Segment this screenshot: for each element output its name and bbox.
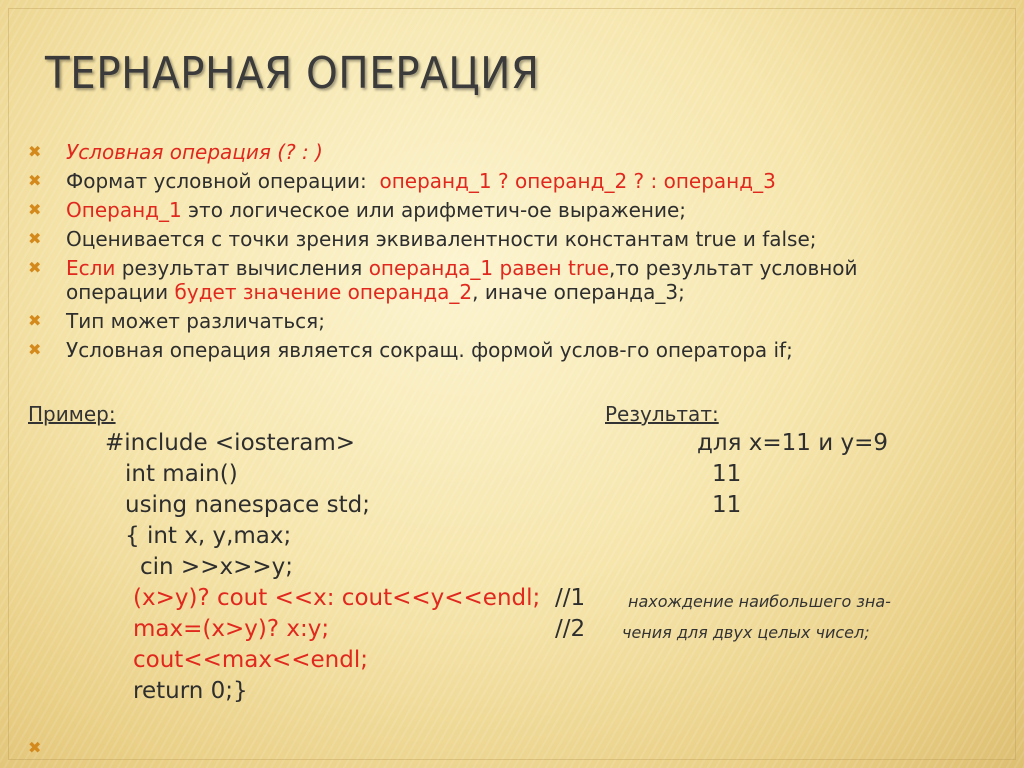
bullet-text: Оценивается с точки зрения эквивалентности константам true и false; [66, 227, 817, 251]
bullet-text: Формат условной операции: [66, 169, 367, 193]
bullet-text: это логическое или арифметич-ое выражение; [181, 198, 687, 222]
bullet-text: Тип может различаться; [66, 309, 325, 333]
bullet-highlight: Если [66, 256, 116, 280]
code-line: return 0;} [133, 678, 248, 704]
bullet-item [28, 140, 928, 164]
x-bullet-icon: ✖ [28, 142, 42, 161]
bullet-text: , иначе операнда_3; [472, 280, 685, 304]
code-line: using nanespace std; [125, 492, 370, 518]
bullet-text: Условная операция (? : ) [66, 140, 323, 164]
code-line-highlight: max=(x>y)? x:y; [133, 616, 330, 642]
bullet-item [28, 309, 928, 333]
example-label: Пример: [28, 402, 116, 426]
x-bullet-icon: ✖ [28, 258, 42, 277]
bullet-item [28, 169, 928, 193]
x-bullet-icon: ✖ [28, 738, 42, 757]
result-output: 11 [712, 492, 742, 518]
bullet-list [28, 140, 928, 367]
comment-note: чения для двух целых чисел; [622, 623, 870, 642]
code-comment: //2 [555, 616, 586, 642]
code-line: int main() [125, 461, 238, 487]
bullet-item [28, 338, 928, 362]
bullet-text: Условная операция является сокращ. формой услов-го оператора if; [66, 338, 793, 362]
bullet-item [28, 256, 928, 304]
code-line-highlight: cout<<max<<endl; [133, 647, 368, 673]
code-line: cin >>x>>y; [140, 554, 293, 580]
x-bullet-icon: ✖ [28, 229, 42, 248]
x-bullet-icon: ✖ [28, 311, 42, 330]
bullet-highlight: будет значение операнда_2 [174, 280, 473, 304]
comment-note: нахождение наибольшего зна- [628, 592, 891, 611]
result-label: Результат: [605, 402, 719, 426]
slide-title: ТЕРНАРНАЯ ОПЕРАЦИЯ [45, 48, 540, 99]
x-bullet-icon: ✖ [28, 171, 42, 190]
result-condition: для х=11 и у=9 [697, 430, 888, 456]
bullet-highlight: операнд_1 ? операнд_2 ? : операнд_3 [379, 169, 776, 193]
bullet-item [28, 227, 928, 251]
code-comment: //1 [555, 585, 586, 611]
bullet-highlight: операнда_1 равен true [368, 256, 610, 280]
bullet-text: ,то результат условной операции [66, 256, 858, 304]
code-line: #include <iosteram> [105, 430, 356, 456]
bullet-highlight: Операнд_1 [66, 198, 182, 222]
x-bullet-icon: ✖ [28, 200, 42, 219]
x-bullet-icon: ✖ [28, 340, 42, 359]
code-line: { int x, y,max; [125, 523, 292, 549]
code-line-highlight: (x>y)? cout <<x: cout<<y<<endl; [133, 585, 541, 611]
result-output: 11 [712, 461, 742, 487]
bullet-text: результат вычисления [115, 256, 369, 280]
bullet-item [28, 198, 928, 222]
